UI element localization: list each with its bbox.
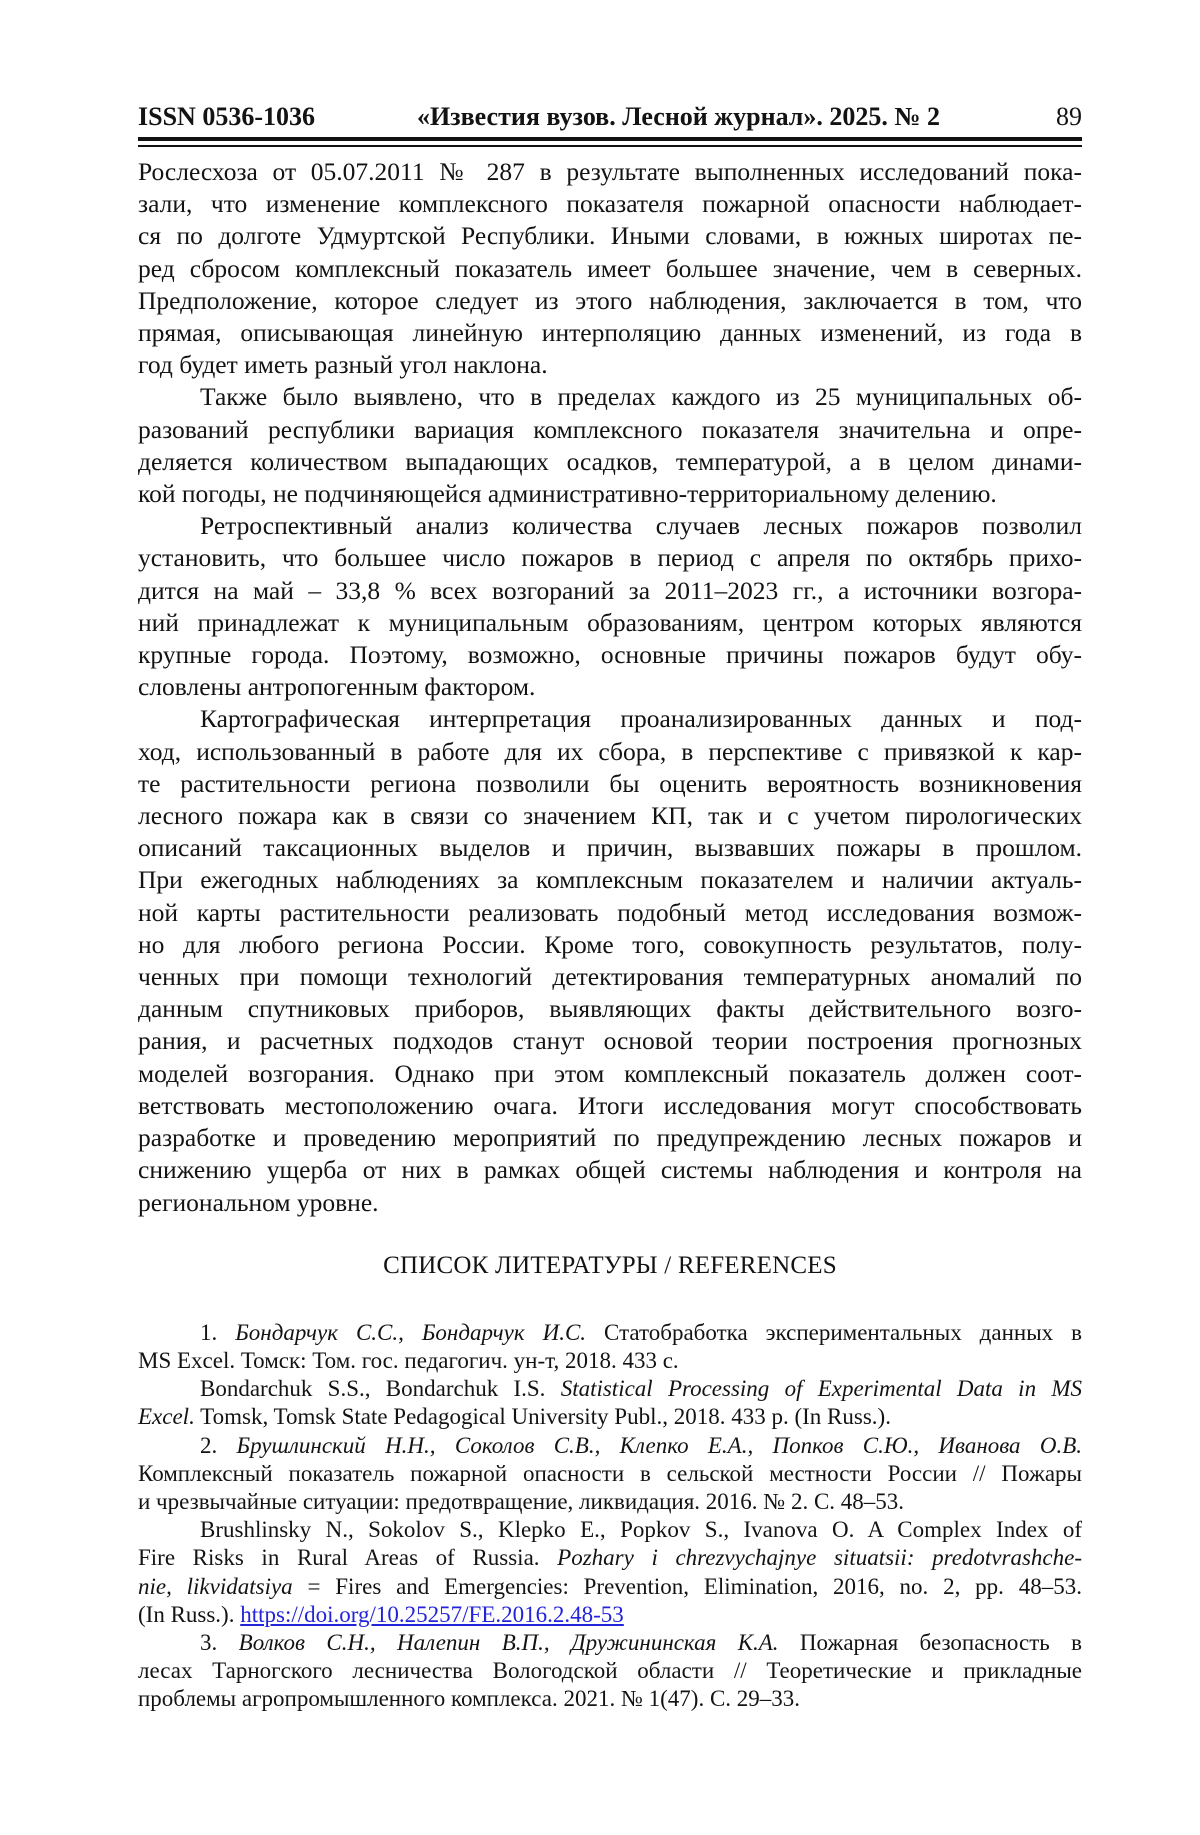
text-run: разработке и проведению мероприятий по предупреждению лесных пожаров и xyxy=(138,1123,1082,1153)
text-line xyxy=(138,381,1082,413)
text-run: зали, что изменение комплексного показателя пожарной опасности наблюдает- xyxy=(138,189,1082,219)
text-run: моделей возгорания. Однако при этом комплексный показатель должен соот- xyxy=(138,1058,1082,1088)
text-line xyxy=(138,1601,1082,1629)
paragraph xyxy=(138,703,1082,1218)
text-line xyxy=(138,864,1082,896)
text-line xyxy=(138,1025,1082,1057)
text-line xyxy=(138,1657,1082,1685)
text-run: Statistical Processing of Experimental Data in MS xyxy=(560,1376,1082,1402)
text-run: ветствовать местоположению очага. Итоги исследования могут способствовать xyxy=(138,1090,1082,1120)
text-run: деляется количеством выпадающих осадков, температурой, а в целом динами- xyxy=(138,446,1082,476)
text-line xyxy=(138,897,1082,929)
reference-entry xyxy=(138,1629,1082,1714)
text-run: Excel. xyxy=(138,1404,195,1430)
text-run: Brushlinsky N., Sokolov S., Klepko E., Popkov S., Ivanova O. A Complex Index of xyxy=(200,1517,1082,1543)
reference-entry xyxy=(138,1432,1082,1517)
text-line xyxy=(138,736,1082,768)
text-run: те растительности региона позволили бы оценить вероятность возникновения xyxy=(138,768,1082,798)
text-run: MS Excel. Томск: Том. гос. педагогич. ун-т, 2018. 433 с. xyxy=(138,1347,679,1373)
text-run: ход, использованный в работе для их сбора, в перспективе с привязкой к кар- xyxy=(138,736,1082,766)
text-run: год будет иметь разный угол наклона. xyxy=(138,350,548,380)
article-text xyxy=(138,156,1082,1714)
page-number: 89 xyxy=(1056,102,1082,131)
text-run: описаний таксационных выделов и причин, вызвавших пожары в прошлом. xyxy=(138,833,1082,863)
text-run: = Fires and Emergencies: Prevention, Elimination, 2016, no. 2, pp. 48–53. xyxy=(292,1573,1082,1599)
text-line xyxy=(138,1516,1082,1544)
text-run: Fire Risks in Rural Areas of Russia. xyxy=(138,1545,558,1571)
text-run: данным спутниковых приборов, выявляющих факты действительного возго- xyxy=(138,994,1082,1024)
text-line xyxy=(138,188,1082,220)
text-run: разований республики вариация комплексного показателя значительна и опре- xyxy=(138,414,1082,444)
paragraph xyxy=(138,156,1082,381)
text-line xyxy=(138,639,1082,671)
text-line xyxy=(138,671,1082,703)
text-line xyxy=(138,220,1082,252)
text-line xyxy=(138,1122,1082,1154)
text-line xyxy=(138,253,1082,285)
text-line xyxy=(138,1058,1082,1090)
text-run: nie, likvidatsiya xyxy=(138,1573,293,1599)
text-line xyxy=(138,510,1082,542)
text-line xyxy=(138,349,1082,381)
issn-label: ISSN 0536-1036 xyxy=(138,102,315,131)
text-run: Брушлинский Н.Н., Соколов С.В., Клепко Е.А., Попков С.Ю., Иванова О.В. xyxy=(236,1432,1082,1458)
text-line xyxy=(138,1629,1082,1657)
text-line xyxy=(138,1090,1082,1122)
text-run: Бондарчук С.С., Бондарчук И.С. xyxy=(235,1319,587,1345)
text-run: Также было выявлено, что в пределах каждого из 25 муниципальных об- xyxy=(200,382,1082,412)
text-run: установить, что большее число пожаров в период с апреля по октябрь прихо- xyxy=(138,543,1082,573)
text-line xyxy=(138,1347,1082,1375)
text-run: Bondarchuk S.S., Bondarchuk I.S. xyxy=(200,1376,561,1402)
text-run: и чрезвычайные ситуации: предотвращение, ликвидация. 2016. № 2. С. 48–53. xyxy=(138,1488,905,1514)
text-run: дится на май – 33,8 % всех возгораний за 2011–2023 гг., а источники возгора- xyxy=(138,575,1082,605)
text-run: ся по долготе Удмуртской Республики. Иными словами, в южных широтах пе- xyxy=(138,221,1082,251)
text-line xyxy=(138,317,1082,349)
text-run: лесного пожара как в связи со значением КП, так и с учетом пирологических xyxy=(138,801,1082,831)
text-run: Pozhary i chrezvychajnye situatsii: predotvrashche- xyxy=(557,1545,1082,1571)
text-line xyxy=(138,285,1082,317)
text-run: (In Russ.). xyxy=(138,1601,241,1627)
references-heading: СПИСОК ЛИТЕРАТУРЫ / REFERENCES xyxy=(383,1251,837,1279)
reference-entry xyxy=(138,1319,1082,1375)
text-line xyxy=(138,478,1082,510)
text-run: крупные города. Поэтому, возможно, основные причины пожаров будут обу- xyxy=(138,640,1082,670)
text-line xyxy=(138,156,1082,188)
text-run: лесах Тарногского лесничества Вологодской области // Теоретические и прикладные xyxy=(138,1658,1082,1684)
text-run: 2. xyxy=(200,1432,237,1458)
text-line xyxy=(138,1488,1082,1516)
reference-entry xyxy=(138,1375,1082,1431)
text-run: Картографическая интерпретация проанализированных данных и под- xyxy=(200,704,1082,734)
text-line xyxy=(138,607,1082,639)
text-line xyxy=(138,1432,1082,1460)
text-run: Статобработка экспериментальных данных в xyxy=(586,1319,1082,1345)
text-line xyxy=(138,1154,1082,1186)
text-run: региональном уровне. xyxy=(138,1187,379,1217)
text-line xyxy=(138,1685,1082,1713)
content-column xyxy=(138,0,1082,1714)
journal-title: «Известия вузов. Лесной журнал». 2025. № 2 xyxy=(416,102,941,131)
text-run: Tomsk, Tomsk State Pedagogical University Publ., 2018. 433 p. (In Russ.). xyxy=(194,1404,891,1430)
text-line xyxy=(138,575,1082,607)
text-line xyxy=(138,993,1082,1025)
doi-link[interactable]: https://doi.org/10.25257/FE.2016.2.48-53 xyxy=(240,1601,624,1627)
text-line xyxy=(138,1403,1082,1431)
text-line xyxy=(138,414,1082,446)
text-line xyxy=(138,1319,1082,1347)
text-run: 1. xyxy=(200,1319,236,1345)
text-run: 3. xyxy=(200,1629,239,1655)
text-run: снижению ущерба от них в рамках общей системы наблюдения и контроля на xyxy=(138,1155,1082,1185)
header-divider xyxy=(138,137,1082,147)
text-run: Волков С.Н., Налепин В.П., Дружининская К.А. xyxy=(238,1629,779,1655)
text-line xyxy=(138,1375,1082,1403)
text-line xyxy=(138,961,1082,993)
text-line xyxy=(138,1187,1082,1219)
text-run: Предположение, которое следует из этого наблюдения, заключается в том, что xyxy=(138,285,1082,315)
text-line xyxy=(138,929,1082,961)
paragraph xyxy=(138,510,1082,703)
running-header xyxy=(138,102,1082,132)
text-line xyxy=(138,446,1082,478)
text-run: ной карты растительности реализовать подобный метод исследования возмож- xyxy=(138,897,1082,927)
text-run: словлены антропогенным фактором. xyxy=(138,672,536,702)
text-line xyxy=(138,768,1082,800)
text-line xyxy=(138,832,1082,864)
text-run: но для любого региона России. Кроме того, совокупность результатов, полу- xyxy=(138,929,1082,959)
text-line xyxy=(138,1573,1082,1601)
paragraph xyxy=(138,381,1082,510)
text-line xyxy=(138,800,1082,832)
text-run: проблемы агропромышленного комплекса. 2021. № 1(47). С. 29–33. xyxy=(138,1686,801,1712)
text-run: рания, и расчетных подходов станут основой теории построения прогнозных xyxy=(138,1026,1082,1056)
text-run: кой погоды, не подчиняющейся административно-территориальному делению. xyxy=(138,479,997,509)
text-run: ний принадлежат к муниципальным образованиям, центром которых являются xyxy=(138,607,1082,637)
text-run: прямая, описывающая линейную интерполяцию данных изменений, из года в xyxy=(138,318,1082,348)
text-run: ред сбросом комплексный показатель имеет большее значение, чем в северных. xyxy=(138,253,1082,283)
text-run: Комплексный показатель пожарной опасности в сельской местности России // Пожары xyxy=(138,1460,1082,1486)
text-line xyxy=(138,1544,1082,1572)
text-run: Ретроспективный анализ количества случаев лесных пожаров позволил xyxy=(200,511,1082,541)
text-line xyxy=(138,542,1082,574)
reference-entry xyxy=(138,1516,1082,1629)
text-run: Рослесхоза от 05.07.2011 № 287 в результате выполненных исследований пока- xyxy=(138,157,1082,186)
text-run: ченных при помощи технологий детектирования температурных аномалий по xyxy=(138,962,1082,992)
text-run: При ежегодных наблюдениях за комплексным показателем и наличии актуаль- xyxy=(138,865,1082,895)
text-line xyxy=(138,1460,1082,1488)
text-run: Пожарная безопасность в xyxy=(778,1629,1083,1655)
text-line xyxy=(138,703,1082,735)
